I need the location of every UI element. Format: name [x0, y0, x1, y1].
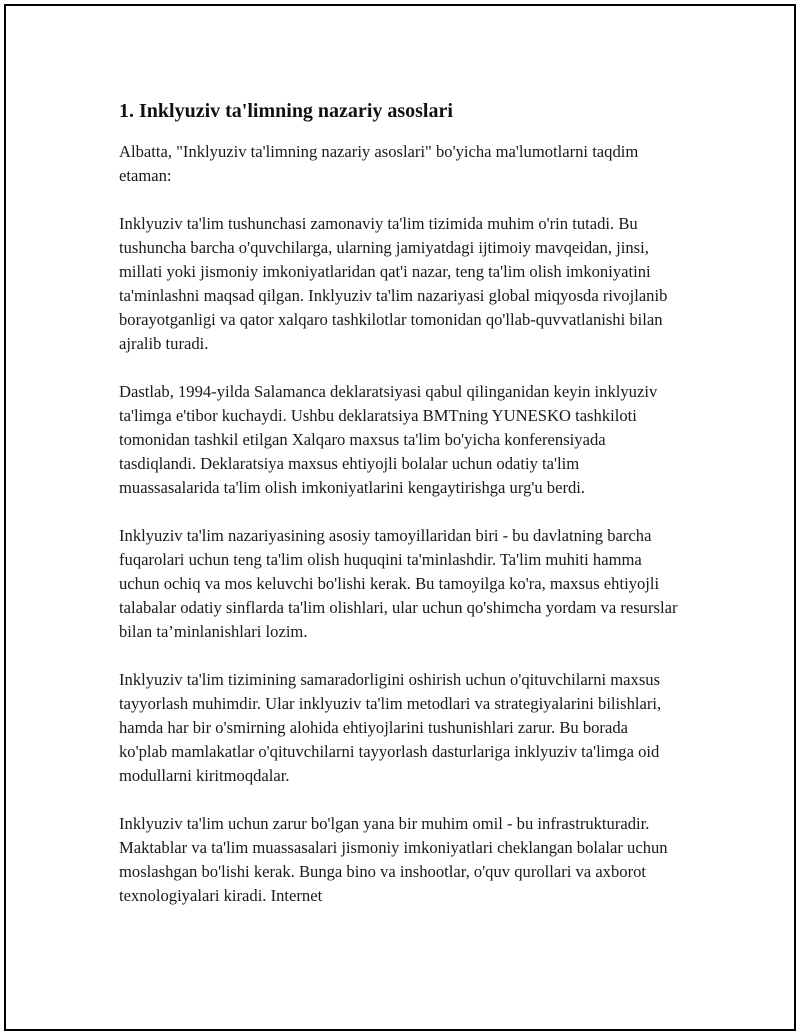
paragraph: Inklyuziv ta'lim tushunchasi zamonaviy ta'lim tizimida muhim o'rin tutadi. Bu tushuncha barcha o'quvchilarga, ularning jamiyatdagi ijtimoiy mavqeidan, jinsi, millati yoki jismoniy imkoniyatlaridan qat'i nazar, teng ta'lim olish imkoniyatini ta'minlashni maqsad qilgan. Inklyuziv ta'lim nazariyasi global miqyosda rivojlanib borayotganligi va qator xalqaro tashkilotlar tomonidan qo'llab-quvvatlanishi bilan ajralib turadi.	[119, 214, 668, 353]
paragraph: Dastlab, 1994-yilda Salamanca deklaratsiyasi qabul qilinganidan keyin inklyuziv ta'limga e'tibor kuchaydi. Ushbu deklaratsiya BMTning YUNESKO tashkiloti tomonidan tashkil etilgan Xalqaro maxsus ta'lim bo'yicha konferensiyada tasdiqlandi. Deklaratsiya maxsus ehtiyojli bolalar uchun odatiy ta'lim muassasalarida ta'lim olish imkoniyatlarini kengaytirishga urg'u berdi.	[119, 382, 658, 497]
intro-paragraph: Albatta, "Inklyuziv ta'limning nazariy asoslari" bo'yicha ma'lumotlarni taqdim etaman:	[119, 142, 639, 185]
paragraph: Inklyuziv ta'lim tizimining samaradorligini oshirish uchun o'qituvchilarni maxsus tayyorlash muhimdir. Ular inklyuziv ta'lim metodlari va strategiyalarini bilishlari, hamda har bir o'smirning alohida ehtiyojlarini tushunishlari zarur. Bu borada ko'plab mamlakatlar o'qituvchilarni tayyorlash dasturlariga inklyuziv ta'limga oid modullarni kiritmoqdalar.	[119, 670, 662, 785]
paragraph: Inklyuziv ta'lim nazariyasining asosiy tamoyillaridan biri - bu davlatning barcha fuqarolari uchun teng ta'lim olish huquqini ta'minlashdir. Ta'lim muhiti hamma uchun ochiq va mos keluvchi bo'lishi kerak. Bu tamoyilga ko'ra, maxsus ehtiyojli talabalar odatiy sinflarda ta'lim olishlari, ular uchun qo'shimcha yordam va resurslar bilan ta’minlanishlari lozim.	[119, 526, 678, 641]
paragraph: Inklyuziv ta'lim uchun zarur bo'lgan yana bir muhim omil - bu infrastrukturadir. Maktablar va ta'lim muassasalari jismoniy imkoniyatlari cheklangan bolalar uchun moslashgan bo'lishi kerak. Bunga bino va inshootlar, o'quv qurollari va axborot texnologiyalari kiradi. Internet	[119, 814, 668, 905]
document-title: 1. Inklyuziv ta'limning nazariy asoslari	[119, 100, 453, 122]
page-frame	[4, 4, 796, 1031]
document-body	[119, 96, 679, 932]
